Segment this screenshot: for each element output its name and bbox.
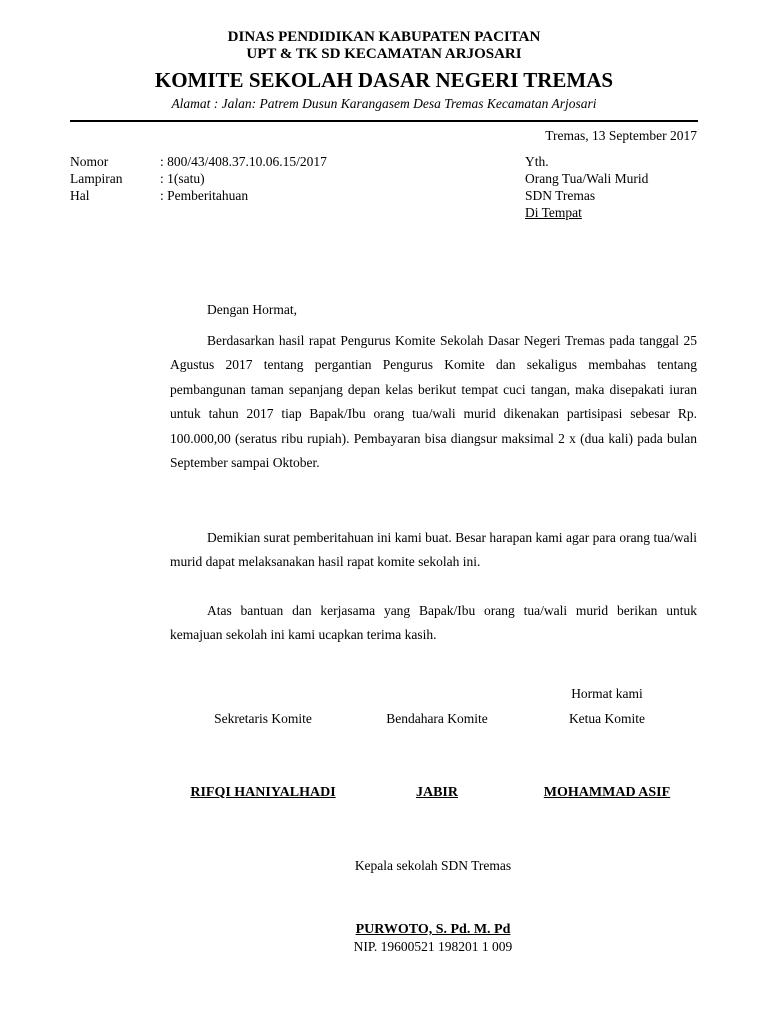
meta-value-nomor: : 800/43/408.37.10.06.15/2017 (160, 154, 327, 169)
meta-row-lampiran (0, 170, 768, 187)
ketua-name: MOHAMMAD ASIF (543, 785, 671, 800)
letterhead-divider (70, 120, 698, 122)
closing-text: Hormat kami (571, 686, 643, 701)
meta-label-nomor: Nomor (70, 154, 109, 169)
meta-value-hal: : Pemberitahuan (160, 188, 249, 203)
unit-name: UPT & TK SD KECAMATAN ARJOSARI (246, 46, 522, 62)
meta-row-hal (0, 187, 768, 204)
paragraph-3-text: Atas bantuan dan kerjasama yang Bapak/Ibu orang tua/wali murid berikan untuk kemajuan sekolah ini kami ucapkan terima kasih. (170, 603, 697, 643)
bendahara-name: JABIR (415, 785, 458, 800)
kepala-nip: NIP. 19600521 198201 1 009 (353, 939, 513, 954)
recipient-school: SDN Tremas (525, 188, 596, 203)
body-paragraph-1 (170, 329, 697, 475)
letter-date: Tremas, 13 September 2017 (545, 128, 697, 143)
kepala-title: Kepala sekolah SDN Tremas (354, 858, 512, 873)
letterhead-title: KOMITE SEKOLAH DASAR NEGERI TREMAS (154, 68, 614, 92)
recipient-salutation: Yth. (525, 154, 549, 169)
paragraph-2-text: Demikian surat pemberitahuan ini kami buat. Besar harapan kami agar para orang tua/wali murid dapat melaksanakan hasil rapat komite sekolah ini. (170, 530, 697, 570)
letterhead-address: Alamat : Jalan: Patrem Dusun Karangasem Desa Tremas Kecamatan Arjosari (171, 96, 597, 111)
sekretaris-title: Sekretaris Komite (214, 711, 312, 726)
meta-label-lampiran: Lampiran (70, 171, 123, 186)
recipient-name: Orang Tua/Wali Murid (525, 171, 649, 186)
sekretaris-name: RIFQI HANIYALHADI (190, 785, 336, 800)
recipient-place: Di Tempat (525, 205, 582, 220)
meta-label-hal: Hal (70, 188, 90, 203)
paragraph-1-text: Berdasarkan hasil rapat Pengurus Komite Sekolah Dasar Negeri Tremas pada tanggal 25 Agustus 2017 tentang pergantian Pengurus Komite dan sekaligus membahas tentang pembangunan taman sepanjang depan kelas berikut tempat cuci tangan, maka disepakati iuran untuk tahun 2017 tiap Bapak/Ibu orang tua/wali murid dikenakan partisipasi sebesar Rp. 100.000,00 (seratus ribu rupiah). Pembayaran bisa diangsur maksimal 2 x (dua kali) pada bulan September sampai Oktober. (170, 333, 697, 471)
meta-row-nomor (0, 153, 768, 170)
kepala-name: PURWOTO, S. Pd. M. Pd (355, 922, 511, 937)
body-paragraph-2 (170, 526, 697, 575)
bendahara-title: Bendahara Komite (386, 711, 488, 726)
agency-name: DINAS PENDIDIKAN KABUPATEN PACITAN (227, 29, 541, 45)
meta-value-lampiran: : 1(satu) (160, 171, 205, 186)
body-paragraph-3 (170, 599, 697, 648)
greeting: Dengan Hormat, (207, 302, 297, 317)
ketua-title: Ketua Komite (568, 711, 646, 726)
